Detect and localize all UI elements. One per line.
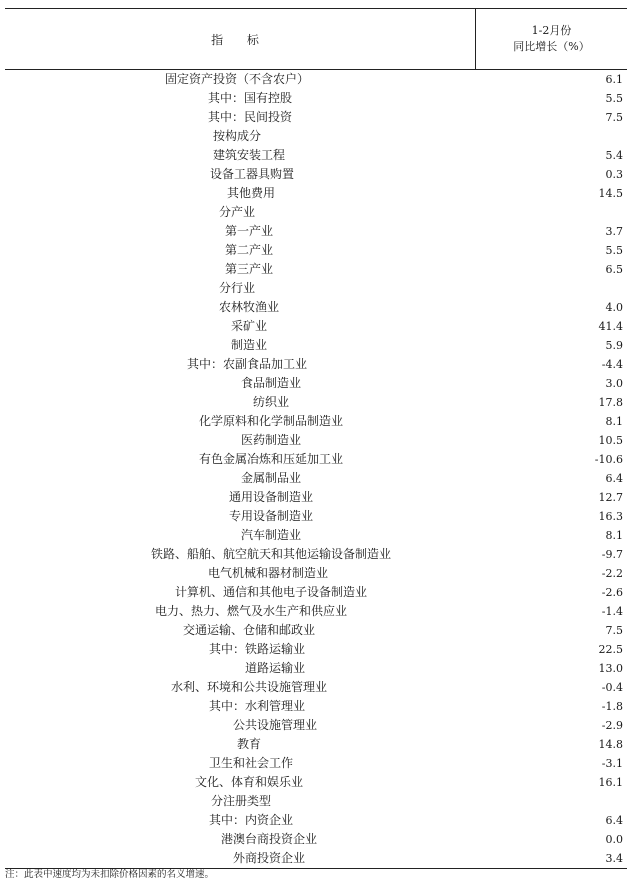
row-label: 制造业 (231, 338, 268, 352)
row-value: -10.6 (594, 453, 623, 466)
row-value: 6.4 (605, 814, 623, 827)
row-label: 纺织业 (253, 395, 290, 409)
row-value: 5.5 (605, 92, 623, 105)
row-value: 5.5 (605, 244, 623, 257)
row-label: 其中：农副食品加工业 (187, 357, 308, 371)
table-row (5, 602, 627, 621)
table-row (5, 412, 627, 431)
row-label: 固定资产投资（不含农户） (165, 72, 310, 86)
table-row (5, 754, 627, 773)
table-row (5, 735, 627, 754)
row-value: -2.2 (601, 567, 623, 580)
row-label: 其中：水利管理业 (209, 699, 306, 713)
row-label: 建筑安装工程 (213, 148, 286, 162)
table-row (5, 659, 627, 678)
row-value: 16.1 (598, 776, 623, 789)
row-label: 卫生和社会工作 (209, 756, 294, 770)
row-value: 6.4 (605, 472, 623, 485)
table-row (5, 469, 627, 488)
row-label: 按构成分 (213, 129, 262, 143)
table-header (5, 8, 627, 70)
table-row (5, 393, 627, 412)
row-value: -9.7 (601, 548, 623, 561)
row-label: 港澳台商投资企业 (221, 832, 318, 846)
row-value: 10.5 (598, 434, 623, 447)
row-label: 其中：铁路运输业 (209, 642, 306, 656)
row-value: 8.1 (605, 415, 623, 428)
row-label: 电力、热力、燃气及水生产和供应业 (155, 604, 348, 618)
table-row (5, 374, 627, 393)
table-row (5, 317, 627, 336)
row-label: 教育 (237, 737, 262, 751)
row-label: 食品制造业 (241, 376, 302, 390)
row-label: 水利、环境和公共设施管理业 (171, 680, 328, 694)
table-row (5, 184, 627, 203)
row-value: 5.4 (605, 149, 623, 162)
row-label: 外商投资企业 (233, 851, 306, 865)
table-row (5, 108, 627, 127)
row-value: 8.1 (605, 529, 623, 542)
period-label: 1-2月份 (531, 24, 572, 37)
row-value: 12.7 (598, 491, 623, 504)
table-row (5, 640, 627, 659)
table-row (5, 545, 627, 564)
row-value: -1.4 (601, 605, 623, 618)
table-row (5, 792, 627, 811)
row-value: 3.0 (605, 377, 623, 390)
row-label: 道路运输业 (245, 661, 306, 675)
table-row (5, 146, 627, 165)
row-value: 16.3 (598, 510, 623, 523)
row-value: -2.9 (601, 719, 623, 732)
row-value: 5.9 (605, 339, 623, 352)
table-body (5, 70, 627, 869)
row-label: 通用设备制造业 (229, 490, 314, 504)
investment-table (5, 8, 627, 869)
table-row (5, 716, 627, 735)
row-value: 6.5 (605, 263, 623, 276)
row-value: 14.8 (598, 738, 623, 751)
table-row (5, 355, 627, 374)
row-label: 第一产业 (225, 224, 274, 238)
row-label: 分注册类型 (211, 794, 272, 808)
indicator-column-header: 指 标 (211, 32, 269, 47)
row-label: 其中：内资企业 (209, 813, 294, 827)
row-value: 7.5 (605, 624, 623, 637)
table-row (5, 298, 627, 317)
table-row (5, 583, 627, 602)
table-row (5, 830, 627, 849)
row-label: 金属制品业 (241, 471, 302, 485)
row-value: 13.0 (598, 662, 623, 675)
row-value: -2.6 (601, 586, 623, 599)
row-label: 设备工器具购置 (210, 167, 295, 181)
row-value: 3.7 (605, 225, 623, 238)
table-row (5, 260, 627, 279)
row-label: 文化、体育和娱乐业 (195, 775, 304, 789)
row-value: -3.1 (601, 757, 623, 770)
row-value: 7.5 (605, 111, 623, 124)
table-row (5, 279, 627, 298)
table-row (5, 678, 627, 697)
row-label: 公共设施管理业 (233, 718, 318, 732)
row-label: 化学原料和化学制品制造业 (199, 414, 344, 428)
table-row (5, 241, 627, 260)
row-label: 医药制造业 (241, 433, 302, 447)
table-row (5, 773, 627, 792)
row-label: 第三产业 (225, 262, 274, 276)
growth-unit-label: 同比增长（%） (513, 40, 590, 53)
row-value: 6.1 (605, 73, 623, 86)
row-value: 4.0 (605, 301, 623, 314)
row-value: 0.3 (605, 168, 623, 181)
row-value: 3.4 (605, 852, 623, 865)
table-row (5, 697, 627, 716)
row-value: 0.0 (605, 833, 623, 846)
row-label: 采矿业 (231, 319, 268, 333)
table-row (5, 811, 627, 830)
row-label: 分行业 (219, 281, 256, 295)
row-value: 14.5 (598, 187, 623, 200)
row-value: -1.8 (601, 700, 623, 713)
table-row (5, 488, 627, 507)
row-label: 其中：国有控股 (208, 91, 293, 105)
row-value: -4.4 (601, 358, 623, 371)
row-value: 17.8 (598, 396, 623, 409)
row-label: 电气机械和器材制造业 (208, 566, 329, 580)
row-label: 汽车制造业 (241, 528, 302, 542)
table-row (5, 507, 627, 526)
table-row (5, 70, 627, 89)
table-row (5, 526, 627, 545)
table-row (5, 222, 627, 241)
table-row (5, 431, 627, 450)
row-label: 其中：民间投资 (208, 110, 293, 124)
table-row (5, 127, 627, 146)
row-label: 交通运输、仓储和邮政业 (183, 623, 316, 637)
table-row (5, 621, 627, 640)
table-row (5, 336, 627, 355)
row-label: 铁路、船舶、航空航天和其他运输设备制造业 (151, 547, 392, 561)
row-value: -0.4 (601, 681, 623, 694)
growth-column-header (476, 9, 627, 69)
footnote: 注：此表中速度均为未扣除价格因素的名义增速。 (5, 869, 215, 880)
row-label: 农林牧渔业 (219, 300, 280, 314)
table-row (5, 89, 627, 108)
table-row (5, 564, 627, 583)
row-label: 专用设备制造业 (229, 509, 314, 523)
row-label: 计算机、通信和其他电子设备制造业 (175, 585, 368, 599)
table-row (5, 165, 627, 184)
table-row (5, 203, 627, 222)
row-value: 41.4 (598, 320, 623, 333)
row-value: 22.5 (598, 643, 623, 656)
row-label: 有色金属冶炼和压延加工业 (199, 452, 344, 466)
table-row (5, 450, 627, 469)
row-label: 其他费用 (227, 186, 276, 200)
row-label: 分产业 (219, 205, 256, 219)
row-label: 第二产业 (225, 243, 274, 257)
